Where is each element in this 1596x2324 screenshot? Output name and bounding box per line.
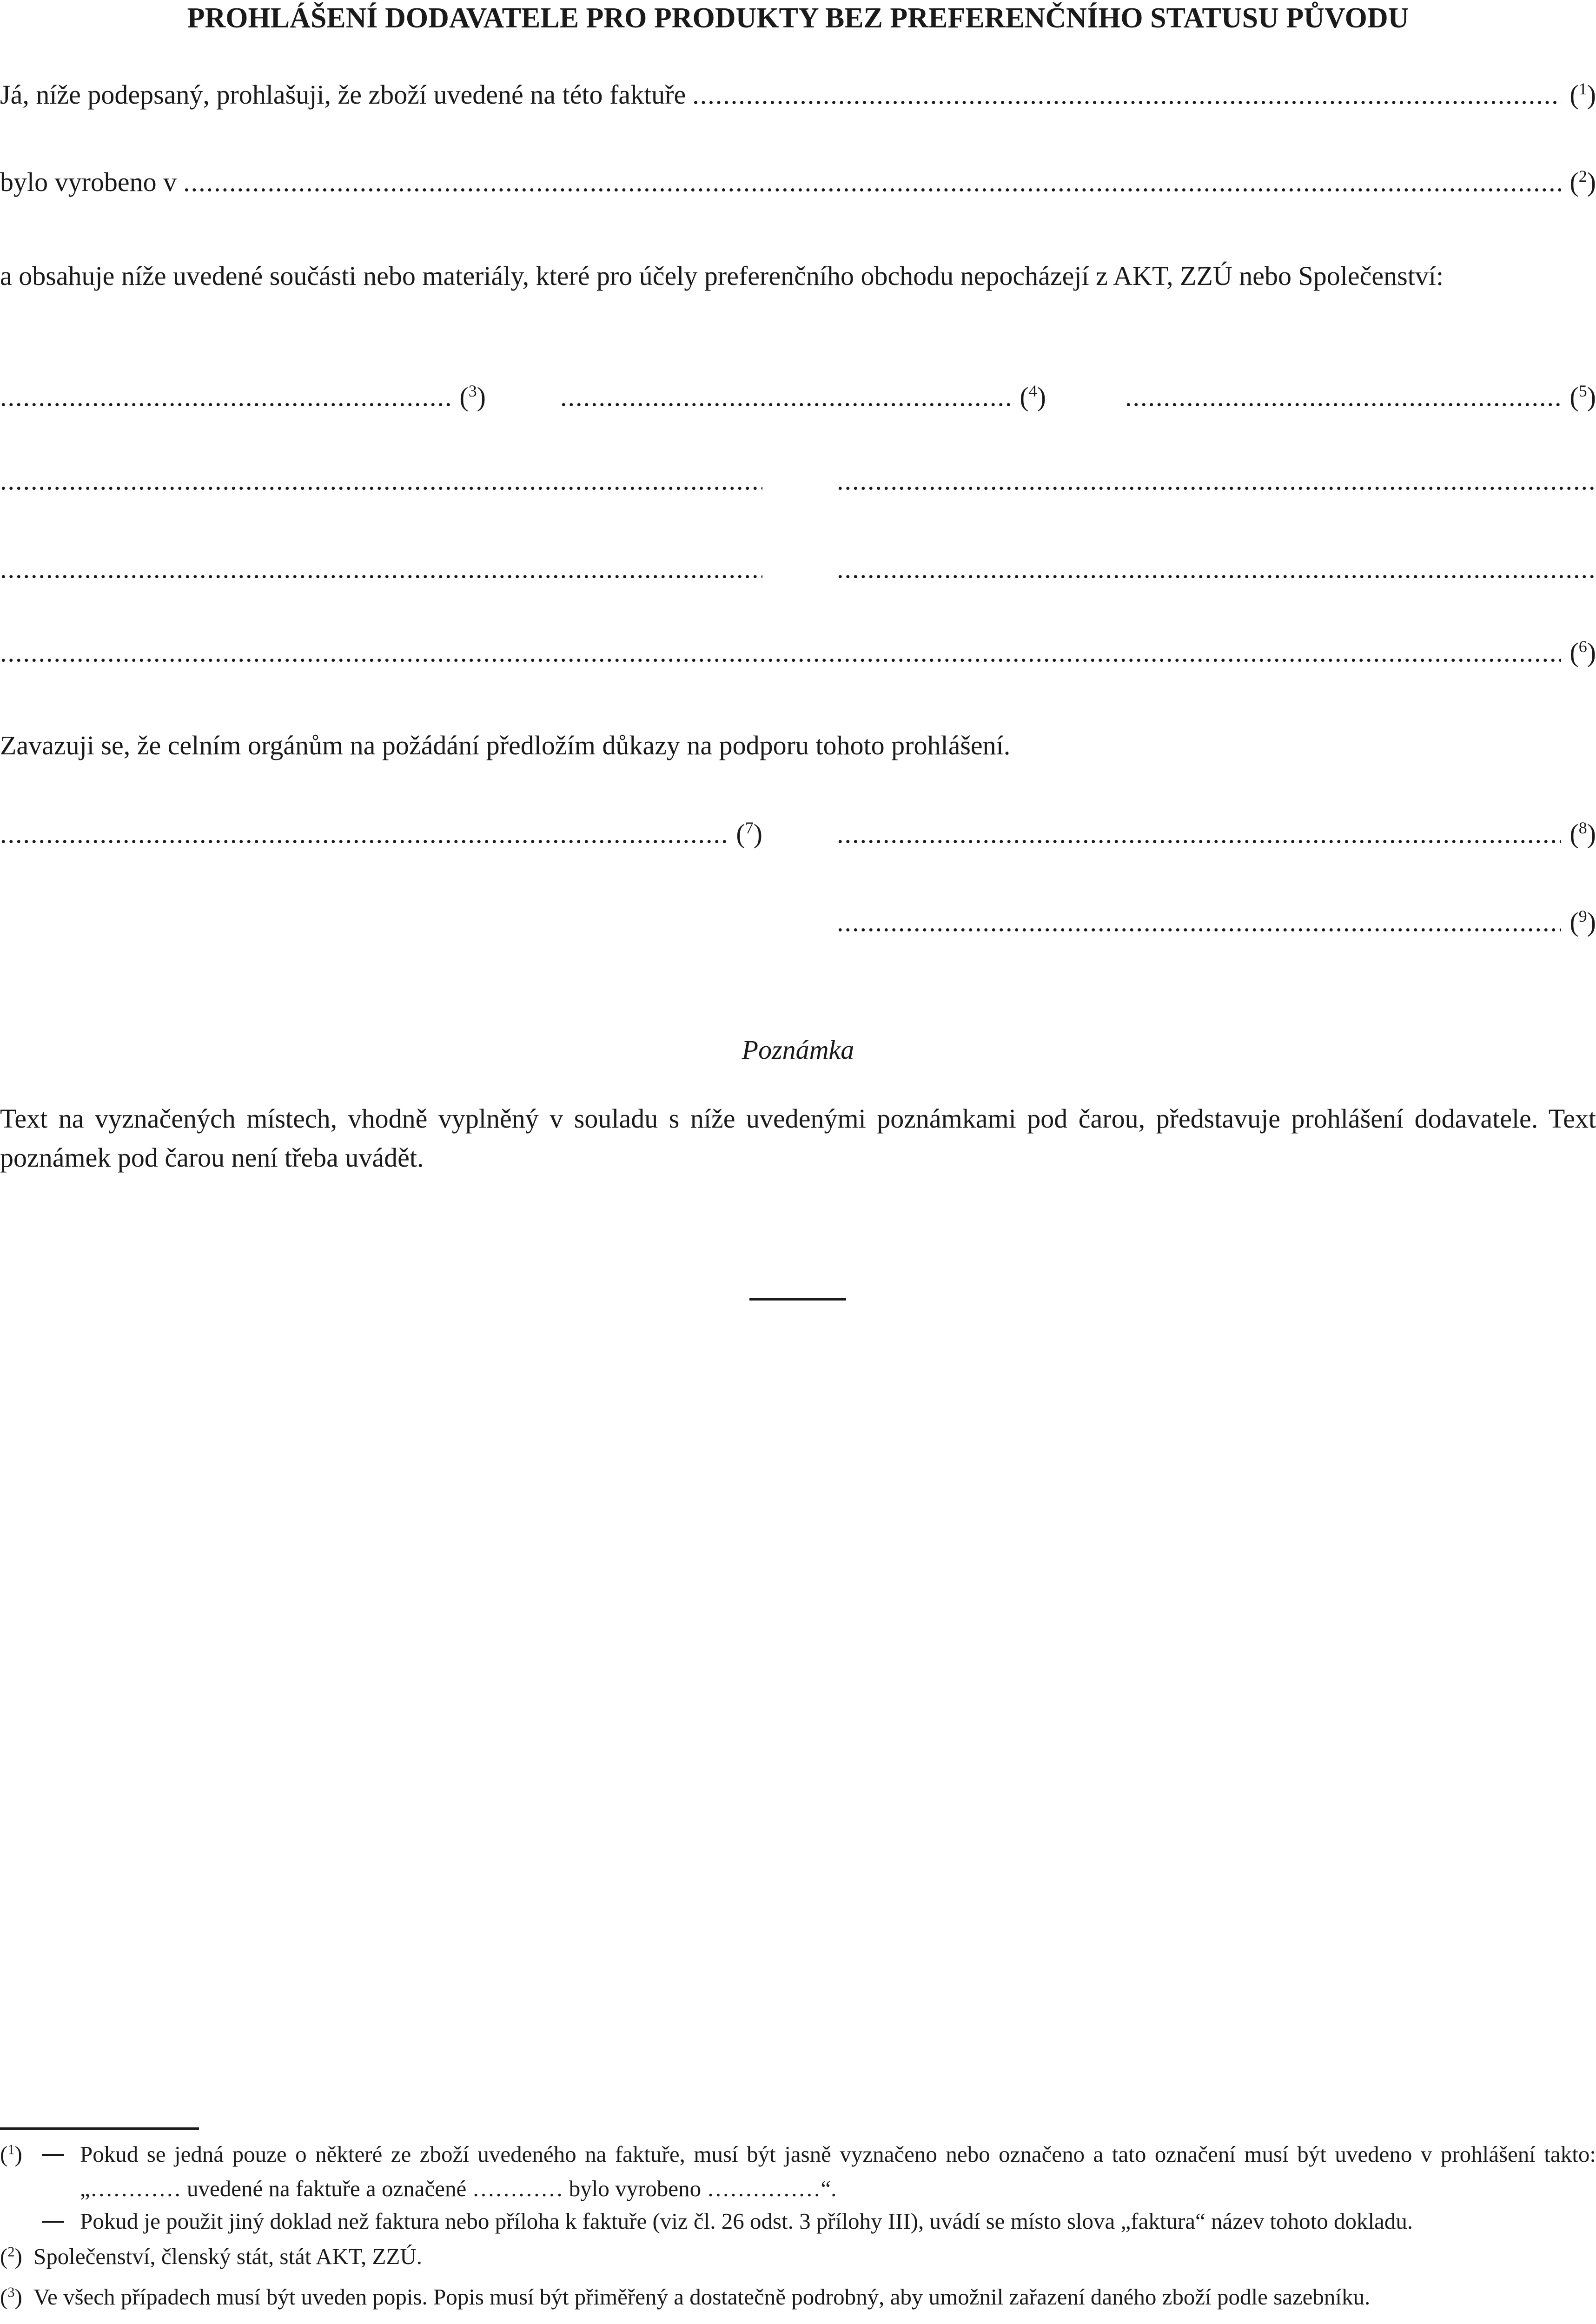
declaration-line2-text: bylo vyrobeno v xyxy=(0,167,177,197)
footnote-number: ($^1$) xyxy=(0,2141,22,2167)
footnote-text: Společenství, členský stát, stát AKT, ZZÚ. xyxy=(33,2244,423,2269)
ref-1: ($^1$) xyxy=(1570,79,1596,110)
description-field[interactable] xyxy=(0,381,486,437)
fill-in-dots[interactable] xyxy=(0,381,451,412)
dash-marker xyxy=(42,2221,64,2223)
fill-in-dots[interactable] xyxy=(1125,381,1561,412)
note-heading: Poznámka xyxy=(742,1035,854,1065)
place-date-field[interactable] xyxy=(0,818,762,874)
commitment-statement: Zavazuji se, že celním orgánům na požádání předložím důkazy na podporu tohoto prohlášení. xyxy=(0,730,1011,760)
ref-9: ($^9$) xyxy=(1570,907,1596,937)
fill-in-dots[interactable] xyxy=(0,818,728,849)
fill-in-dots[interactable] xyxy=(0,553,762,584)
dash-marker xyxy=(42,2154,64,2156)
ref-3: ($^3$) xyxy=(459,382,486,412)
section-divider xyxy=(749,1298,846,1301)
ref-7: ($^7$) xyxy=(736,819,762,849)
materials-statement: a obsahuje níže uvedené součásti nebo materiály, které pro účely preferenčního obchodu nepocházejí z AKT, ZZÚ nebo Společenství: xyxy=(0,261,1444,291)
fill-in-dots[interactable] xyxy=(0,637,1561,668)
fill-in-dots[interactable] xyxy=(837,906,1561,938)
ref-4: ($^4$) xyxy=(1020,382,1046,412)
origin-field[interactable] xyxy=(1125,381,1596,437)
declaration-line1-text: Já, níže podepsaný, prohlašuji, že zboží uvedené na této faktuře xyxy=(0,79,686,110)
fill-in-dots[interactable] xyxy=(837,553,1596,584)
fill-in-dots[interactable] xyxy=(837,465,1596,496)
fill-in-dots[interactable] xyxy=(183,166,1561,198)
footnote-text: Pokud je použit jiný doklad než faktura nebo příloha k faktuře (viz čl. 26 odst. 3 přílohy III), uvádí se místo slova „faktura“ název tohoto dokladu. xyxy=(80,2208,1413,2234)
goods-invoice-line xyxy=(0,79,1596,135)
fill-in-dots[interactable] xyxy=(692,79,1561,110)
ref-2: ($^2$) xyxy=(1570,167,1596,197)
footnote-text: Ve všech případech musí být uveden popis. Popis musí být přiměřený a dostatečně podrobný, aby umožnil zařazení daného zboží podle sazebníku. xyxy=(33,2284,1371,2310)
ref-6: ($^6$) xyxy=(1570,637,1596,667)
fill-in-dots[interactable] xyxy=(837,818,1561,849)
footnote-text: Pokud se jedná pouze o některé ze zboží uvedeného na faktuře, musí být jasně vyznačeno nebo označeno a tato označení musí být uvedeno v prohlášení takto: „………… uvedené na faktuře a označené ………… bylo vyrobeno ……………“. xyxy=(80,2141,1596,2201)
fill-in-dots[interactable] xyxy=(0,465,762,496)
produced-in-line xyxy=(0,166,1596,222)
processing-field-right-1[interactable] xyxy=(837,465,1596,521)
customs-value-field[interactable] xyxy=(560,381,1046,437)
ref-5: ($^5$) xyxy=(1570,382,1596,412)
fill-in-dots[interactable] xyxy=(560,381,1011,412)
processing-field-left-1[interactable] xyxy=(0,465,762,521)
processing-field-right-2[interactable] xyxy=(837,553,1596,609)
name-position-field[interactable] xyxy=(837,818,1596,874)
ref-8: ($^8$) xyxy=(1570,819,1596,849)
note-text: Text na vyznačených místech, vhodně vyplněný v souladu s níže uvedenými poznámkami pod čarou, představuje prohlášení dodavatele. Text poznámek pod čarou není třeba uvádět. xyxy=(0,1103,1596,1173)
page-title: PROHLÁŠENÍ DODAVATELE PRO PRODUKTY BEZ PREFERENČNÍHO STATUSU PŮVODU xyxy=(187,2,1409,34)
processing-field-full[interactable] xyxy=(0,637,1596,693)
footnote-divider xyxy=(0,2127,199,2130)
footnote-1-item-2 xyxy=(0,2204,1596,2241)
footnote-text xyxy=(33,2320,1596,2324)
signature-field[interactable] xyxy=(837,906,1596,962)
processing-field-left-2[interactable] xyxy=(0,553,762,609)
